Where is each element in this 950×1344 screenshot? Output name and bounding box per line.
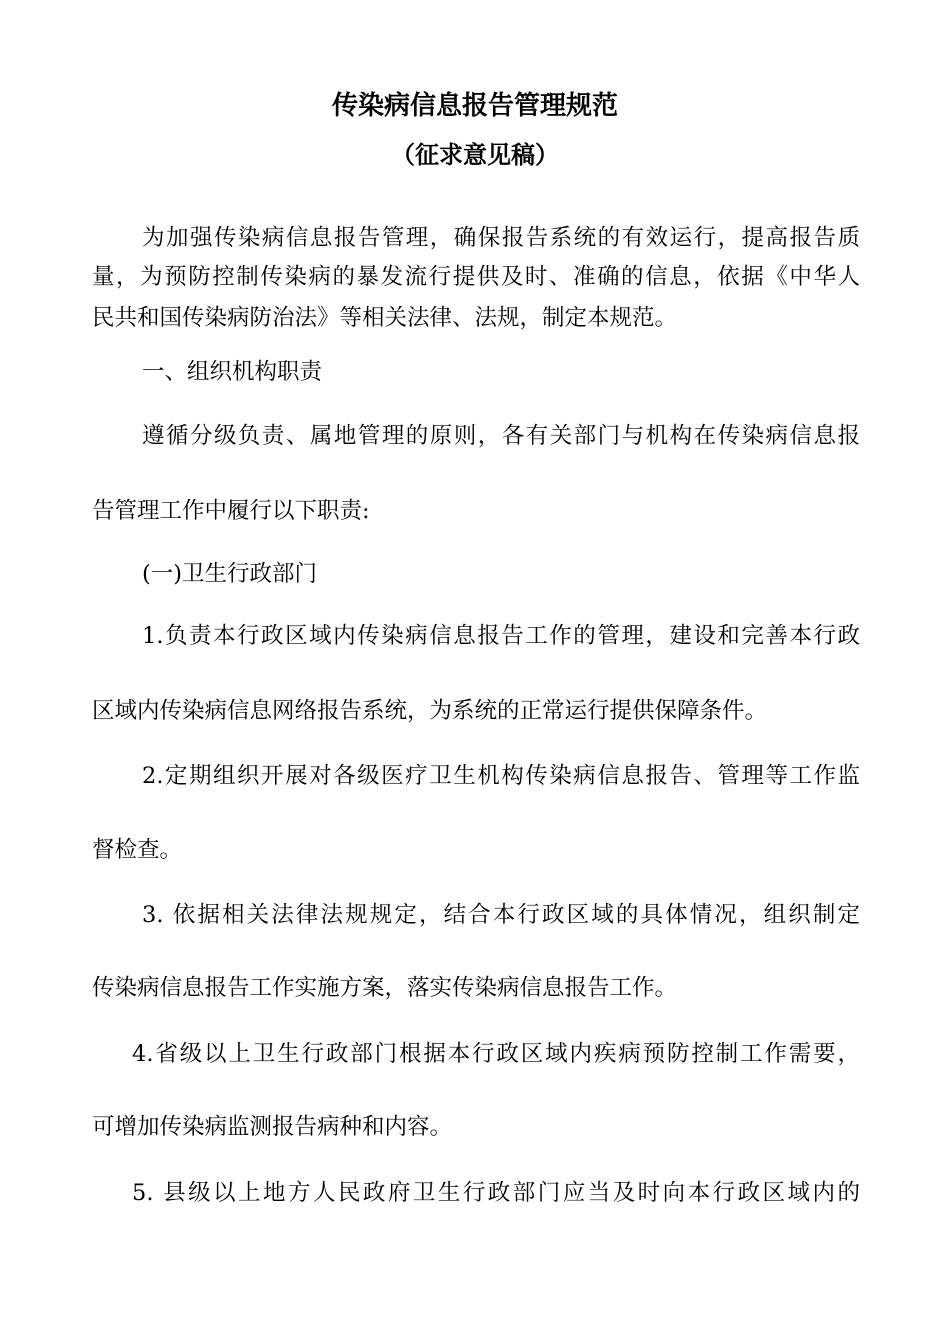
- list-item-line: 3. 依据相关法律法规规定，结合本行政区域的具体情况，组织制定: [142, 902, 860, 928]
- paragraph-line: 民共和国传染病防治法》等相关法律、法规，制定本规范。: [92, 305, 678, 331]
- list-item-line: 区域内传染病信息网络报告系统，为系统的正常运行提供保障条件。: [92, 698, 768, 724]
- document-subtitle: （征求意见稿）: [391, 141, 559, 169]
- paragraph-line: 量，为预防控制传染病的暴发流行提供及时、准确的信息，依据《中华人: [92, 264, 860, 290]
- list-item-line: 可增加传染病监测报告病种和内容。: [92, 1114, 453, 1140]
- list-item-line: 1.负责本行政区域内传染病信息报告工作的管理，建设和完善本行政: [142, 623, 860, 649]
- paragraph-line: 为加强传染病信息报告管理，确保报告系统的有效运行，提高报告质: [142, 225, 860, 251]
- document-title: 传染病信息报告管理规范: [331, 91, 618, 121]
- list-item-line: 督检查。: [92, 837, 183, 863]
- list-item-line: 5. 县级以上地方人民政府卫生行政部门应当及时向本行政区域内的: [132, 1180, 860, 1206]
- paragraph-line: 遵循分级负责、属地管理的原则，各有关部门与机构在传染病信息报: [142, 423, 860, 449]
- paragraph-line: 告管理工作中履行以下职责:: [92, 498, 370, 524]
- list-item-line: 4.省级以上卫生行政部门根据本行政区域内疾病预防控制工作需要，: [132, 1041, 860, 1067]
- list-item-line: 2.定期组织开展对各级医疗卫生机构传染病信息报告、管理等工作监: [142, 763, 860, 789]
- section-heading: 一、组织机构职责: [142, 359, 323, 385]
- subsection-heading: (一)卫生行政部门: [142, 561, 318, 587]
- list-item-line: 传染病信息报告工作实施方案，落实传染病信息报告工作。: [92, 975, 678, 1001]
